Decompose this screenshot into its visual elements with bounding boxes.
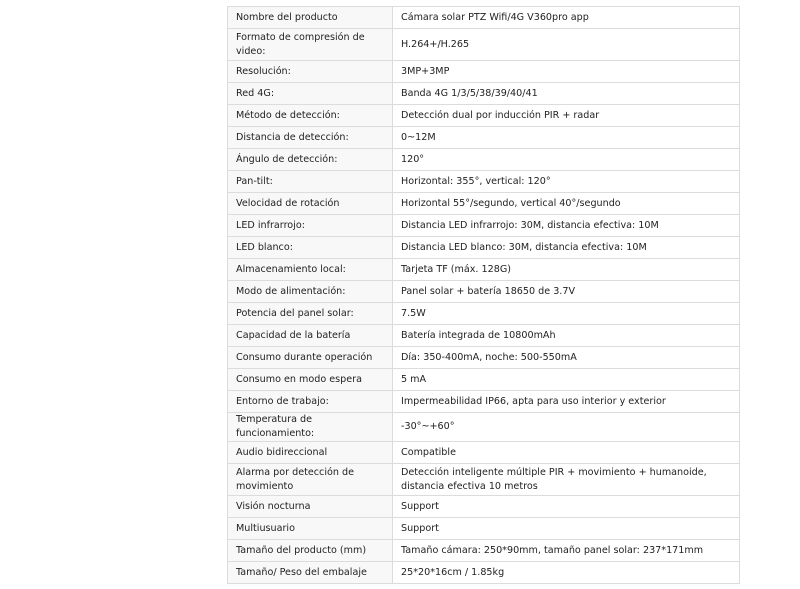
spec-value: 3MP+3MP [393,61,740,83]
spec-label: Tamaño/ Peso del embalaje [228,562,393,584]
table-row [228,259,740,281]
table-row [228,325,740,347]
table-row [228,171,740,193]
spec-value: Horizontal: 355°, vertical: 120° [393,171,740,193]
spec-value: Tamaño cámara: 250*90mm, tamaño panel solar: 237*171mm [393,540,740,562]
table-row [228,215,740,237]
spec-label: Temperatura de funcionamiento: [228,413,393,442]
table-row [228,127,740,149]
spec-label: Distancia de detección: [228,127,393,149]
spec-label: Visión nocturna [228,496,393,518]
spec-label: Capacidad de la batería [228,325,393,347]
spec-value: Horizontal 55°/segundo, vertical 40°/segundo [393,193,740,215]
spec-table-body [228,7,740,584]
spec-label: Multiusuario [228,518,393,540]
spec-value: Distancia LED infrarrojo: 30M, distancia efectiva: 10M [393,215,740,237]
spec-value: Compatible [393,442,740,464]
spec-value: Cámara solar PTZ Wifi/4G V360pro app [393,7,740,29]
table-row [228,281,740,303]
spec-label: Método de detección: [228,105,393,127]
spec-label: Potencia del panel solar: [228,303,393,325]
spec-value: Distancia LED blanco: 30M, distancia efectiva: 10M [393,237,740,259]
table-row [228,237,740,259]
spec-value: -30°~+60° [393,413,740,442]
table-row [228,413,740,442]
spec-label: Velocidad de rotación [228,193,393,215]
spec-value: Panel solar + batería 18650 de 3.7V [393,281,740,303]
spec-value: 7.5W [393,303,740,325]
spec-value: Detección inteligente múltiple PIR + movimiento + humanoide, distancia efectiva 10 metros [393,464,740,496]
spec-table [227,6,740,584]
spec-label: Red 4G: [228,83,393,105]
spec-value: H.264+/H.265 [393,29,740,61]
spec-value: 0~12M [393,127,740,149]
spec-label: LED blanco: [228,237,393,259]
spec-label: Audio bidireccional [228,442,393,464]
table-row [228,105,740,127]
spec-value: Detección dual por inducción PIR + radar [393,105,740,127]
spec-label: Almacenamiento local: [228,259,393,281]
table-row [228,540,740,562]
spec-label: Consumo durante operación [228,347,393,369]
table-row [228,193,740,215]
spec-value: Support [393,518,740,540]
table-row [228,61,740,83]
spec-label: Alarma por detección de movimiento [228,464,393,496]
spec-value: Impermeabilidad IP66, apta para uso interior y exterior [393,391,740,413]
spec-value: Batería integrada de 10800mAh [393,325,740,347]
table-row [228,83,740,105]
spec-label: Entorno de trabajo: [228,391,393,413]
table-row [228,347,740,369]
spec-value: Tarjeta TF (máx. 128G) [393,259,740,281]
table-row [228,29,740,61]
spec-value: Banda 4G 1/3/5/38/39/40/41 [393,83,740,105]
spec-label: Modo de alimentación: [228,281,393,303]
spec-label: LED infrarrojo: [228,215,393,237]
spec-label: Ángulo de detección: [228,149,393,171]
table-row [228,518,740,540]
table-row [228,369,740,391]
table-row [228,562,740,584]
spec-label: Pan-tilt: [228,171,393,193]
spec-value: 25*20*16cm / 1.85kg [393,562,740,584]
table-row [228,391,740,413]
spec-value: Support [393,496,740,518]
table-row [228,303,740,325]
spec-label: Formato de compresión de video: [228,29,393,61]
spec-label: Consumo en modo espera [228,369,393,391]
spec-label: Nombre del producto [228,7,393,29]
table-row [228,149,740,171]
table-row [228,7,740,29]
spec-value: Día: 350-400mA, noche: 500-550mA [393,347,740,369]
spec-label: Tamaño del producto (mm) [228,540,393,562]
table-row [228,442,740,464]
spec-value: 5 mA [393,369,740,391]
table-row [228,496,740,518]
table-row [228,464,740,496]
spec-value: 120° [393,149,740,171]
spec-label: Resolución: [228,61,393,83]
